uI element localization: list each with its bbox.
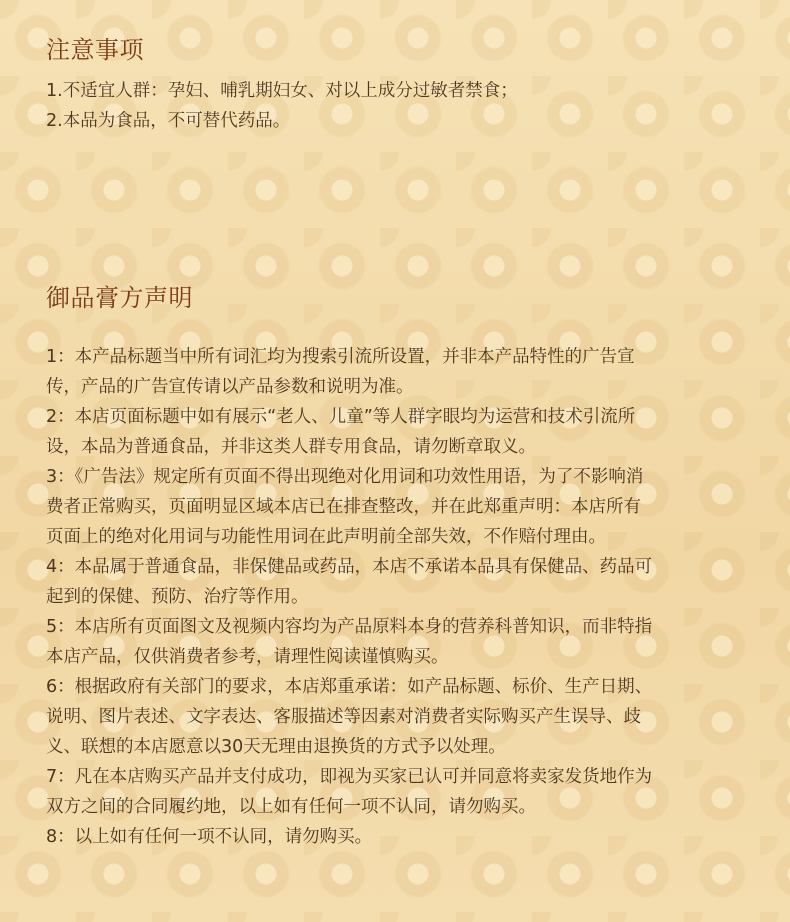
statement-line: 说明、图片表述、文字表达、客服描述等因素对消费者实际购买产生误导、歧 bbox=[46, 707, 641, 727]
statement-line: 2：本店页面标题中如有展示“老人、儿童”等人群字眼均为运营和技术引流所 bbox=[46, 407, 636, 427]
statement-line: 页面上的绝对化用词与功能性用词在此声明前全部失效，不作赔付理由。 bbox=[46, 527, 606, 547]
notice-line: 2.本品为食品，不可替代药品。 bbox=[46, 111, 291, 131]
statement-line: 传，产品的广告宣传请以产品参数和说明为准。 bbox=[46, 377, 414, 397]
statement-line: 起到的保健、预防、治疗等作用。 bbox=[46, 587, 309, 607]
statement-line: 本店产品，仅供消费者参考，请理性阅读谨慎购买。 bbox=[46, 647, 449, 667]
statement-line: 8：以上如有任何一项不认同，请勿购买。 bbox=[46, 827, 373, 847]
statement-title: 御品膏方声明 bbox=[46, 284, 193, 312]
statement-line: 3：《广告法》规定所有页面不得出现绝对化用词和功效性用语，为了不影响消 bbox=[46, 467, 644, 487]
statement-line: 设，本品为普通食品，并非这类人群专用食品，请勿断章取义。 bbox=[46, 437, 536, 457]
notice-list bbox=[46, 76, 746, 136]
statement-list bbox=[46, 342, 746, 852]
statement-line: 7：凡在本店购买产品并支付成功，即视为买家已认可并同意将卖家发货地作为 bbox=[46, 767, 653, 787]
statement-line: 义、联想的本店愿意以30天无理由退换货的方式予以处理。 bbox=[46, 737, 506, 757]
statement-line: 双方之间的合同履约地，以上如有任何一项不认同，请勿购买。 bbox=[46, 797, 536, 817]
statement-line: 4：本品属于普通食品，非保健品或药品，本店不承诺本品具有保健品、药品可 bbox=[46, 557, 653, 577]
statement-line: 1：本产品标题当中所有词汇均为搜索引流所设置，并非本产品特性的广告宣 bbox=[46, 347, 635, 367]
notice-title: 注意事项 bbox=[46, 36, 144, 64]
notice-line: 1.不适宜人群：孕妇、哺乳期妇女、对以上成分过敏者禁食； bbox=[46, 81, 518, 101]
statement-line: 6：根据政府有关部门的要求，本店郑重承诺：如产品标题、标价、生产日期、 bbox=[46, 677, 653, 697]
statement-line: 费者正常购买，页面明显区域本店已在排查整改，并在此郑重声明：本店所有 bbox=[46, 497, 641, 517]
statement-line: 5：本店所有页面图文及视频内容均为产品原料本身的营养科普知识，而非特指 bbox=[46, 617, 653, 637]
